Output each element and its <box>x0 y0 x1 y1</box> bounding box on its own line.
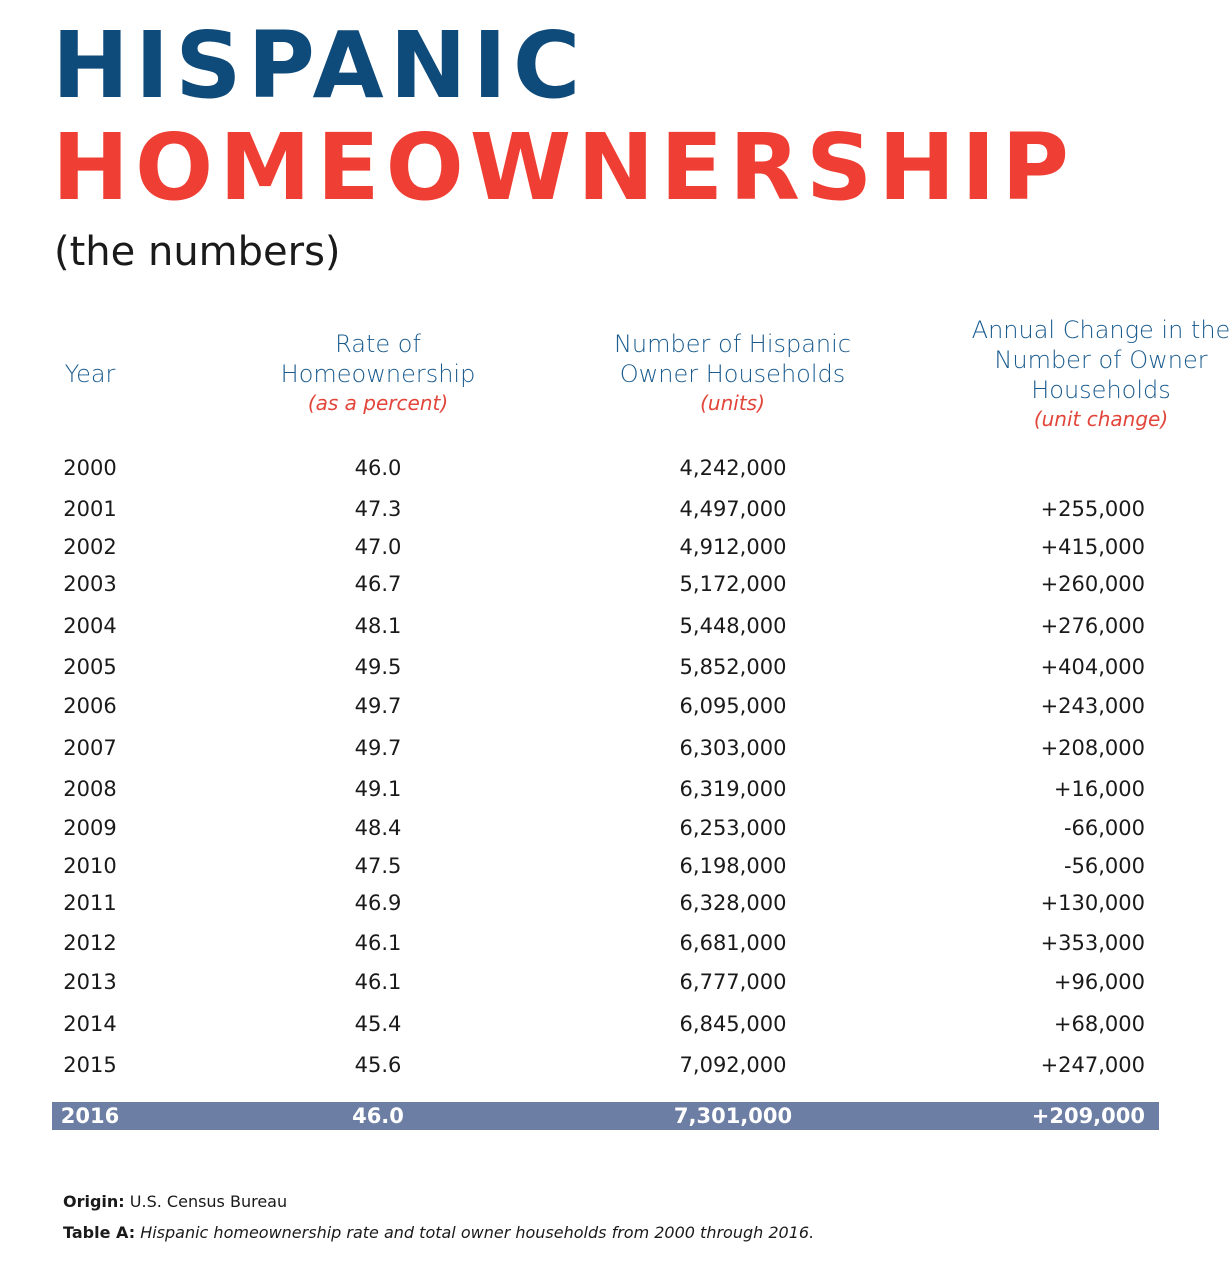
table-label: Table A: <box>63 1223 136 1242</box>
cell-change: -66,000 <box>1063 816 1145 840</box>
cell-year: 2006 <box>63 694 117 718</box>
cell-households: 5,448,000 <box>679 614 787 638</box>
table-row <box>52 691 1159 721</box>
cell-change: +209,000 <box>1031 1104 1145 1128</box>
origin-value: U.S. Census Bureau <box>129 1192 288 1211</box>
header-change <box>970 315 1232 433</box>
cell-rate: 47.5 <box>354 854 402 878</box>
cell-year: 2001 <box>63 497 117 521</box>
cell-households: 6,328,000 <box>679 891 787 915</box>
cell-change: +404,000 <box>1040 655 1145 679</box>
header-households-label: Number of Hispanic Owner Households <box>613 330 852 388</box>
cell-households: 6,681,000 <box>679 931 787 955</box>
cell-year: 2005 <box>63 655 117 679</box>
cell-year: 2010 <box>63 854 117 878</box>
header-change-unit: (unit change) <box>1033 407 1169 431</box>
table-row <box>52 453 1159 483</box>
cell-households: 6,845,000 <box>679 1012 787 1036</box>
cell-rate: 45.4 <box>354 1012 402 1036</box>
cell-households: 4,912,000 <box>679 535 787 559</box>
footer-caption <box>63 1223 814 1243</box>
cell-change: +68,000 <box>1053 1012 1145 1036</box>
cell-households: 5,852,000 <box>679 655 787 679</box>
table-row <box>52 733 1159 763</box>
cell-households: 4,242,000 <box>679 456 787 480</box>
table-row <box>52 569 1159 599</box>
title-line-2: HOMEOWNERSHIP <box>52 114 1075 221</box>
cell-rate: 48.1 <box>354 614 402 638</box>
cell-change: +130,000 <box>1040 891 1145 915</box>
header-households-unit: (units) <box>700 391 765 415</box>
cell-rate: 46.0 <box>352 1104 404 1128</box>
cell-households: 6,319,000 <box>679 777 787 801</box>
table-row <box>52 652 1159 682</box>
cell-rate: 49.1 <box>354 777 402 801</box>
cell-households: 4,497,000 <box>679 497 787 521</box>
cell-change: +276,000 <box>1040 614 1145 638</box>
cell-change: +415,000 <box>1040 535 1145 559</box>
cell-year: 2015 <box>63 1053 117 1077</box>
cell-year: 2004 <box>63 614 117 638</box>
table-row-highlight <box>52 1102 1159 1130</box>
cell-rate: 46.1 <box>354 931 402 955</box>
header-change-label: Annual Change in the Number of Owner Households <box>971 316 1231 404</box>
cell-households: 6,095,000 <box>679 694 787 718</box>
cell-change: +243,000 <box>1040 694 1145 718</box>
cell-year: 2000 <box>63 456 117 480</box>
header-rate-label: Rate of Homeownership <box>280 330 476 388</box>
cell-households: 6,198,000 <box>679 854 787 878</box>
cell-change: +247,000 <box>1040 1053 1145 1077</box>
header-rate <box>258 329 498 417</box>
cell-rate: 49.5 <box>354 655 402 679</box>
cell-change: -56,000 <box>1063 854 1145 878</box>
cell-rate: 48.4 <box>354 816 402 840</box>
header-households <box>580 329 885 417</box>
subtitle: (the numbers) <box>54 229 341 275</box>
cell-households: 6,777,000 <box>679 970 787 994</box>
cell-year: 2002 <box>63 535 117 559</box>
table-row <box>52 494 1159 524</box>
header-year <box>50 359 130 389</box>
origin-label: Origin: <box>63 1192 125 1211</box>
table-row <box>52 851 1159 881</box>
cell-change: +260,000 <box>1040 572 1145 596</box>
title-line-1: HISPANIC <box>52 12 587 119</box>
cell-year: 2009 <box>63 816 117 840</box>
cell-change: +353,000 <box>1040 931 1145 955</box>
cell-change: +255,000 <box>1040 497 1145 521</box>
cell-year: 2013 <box>63 970 117 994</box>
cell-year: 2012 <box>63 931 117 955</box>
table-row <box>52 611 1159 641</box>
table-row <box>52 813 1159 843</box>
cell-households: 7,092,000 <box>679 1053 787 1077</box>
header-rate-unit: (as a percent) <box>307 391 449 415</box>
footer-origin <box>63 1192 287 1212</box>
header-year-label: Year <box>64 360 116 388</box>
cell-rate: 46.0 <box>354 456 402 480</box>
cell-year: 2003 <box>63 572 117 596</box>
cell-households: 6,253,000 <box>679 816 787 840</box>
table-row <box>52 967 1159 997</box>
cell-rate: 46.1 <box>354 970 402 994</box>
table-row <box>52 774 1159 804</box>
table-row <box>52 928 1159 958</box>
cell-year: 2016 <box>60 1104 120 1128</box>
cell-year: 2008 <box>63 777 117 801</box>
cell-rate: 45.6 <box>354 1053 402 1077</box>
cell-households: 6,303,000 <box>679 736 787 760</box>
cell-change: +96,000 <box>1053 970 1145 994</box>
cell-rate: 47.3 <box>354 497 402 521</box>
cell-rate: 49.7 <box>354 736 402 760</box>
cell-change: +208,000 <box>1040 736 1145 760</box>
cell-year: 2007 <box>63 736 117 760</box>
table-caption: Hispanic homeownership rate and total owner households from 2000 through 2016. <box>140 1223 815 1242</box>
cell-rate: 46.9 <box>354 891 402 915</box>
cell-rate: 49.7 <box>354 694 402 718</box>
table-row <box>52 1009 1159 1039</box>
cell-households: 7,301,000 <box>673 1104 793 1128</box>
cell-rate: 47.0 <box>354 535 402 559</box>
cell-year: 2014 <box>63 1012 117 1036</box>
table-row <box>52 532 1159 562</box>
table-row <box>52 1050 1159 1080</box>
cell-year: 2011 <box>63 891 117 915</box>
cell-change: +16,000 <box>1053 777 1145 801</box>
cell-rate: 46.7 <box>354 572 402 596</box>
cell-households: 5,172,000 <box>679 572 787 596</box>
table-row <box>52 888 1159 918</box>
